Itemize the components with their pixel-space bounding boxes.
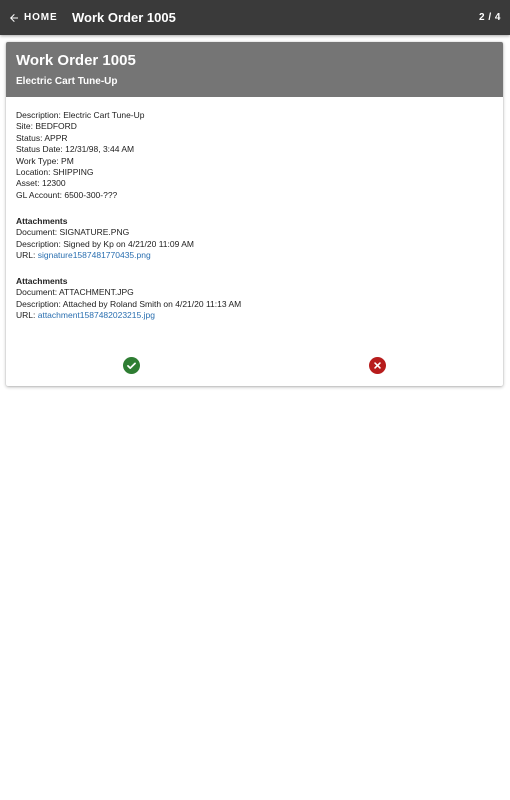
- detail-location: Location: SHIPPING: [16, 167, 94, 178]
- work-order-card: [6, 42, 503, 386]
- attachment-section: [16, 276, 493, 322]
- attachment-description: Description: Attached by Roland Smith on 4/21/20 11:13 AM: [16, 298, 242, 309]
- page-title: Work Order 1005: [72, 10, 176, 25]
- detail-status: Status: APPR: [16, 132, 68, 143]
- approve-button[interactable]: [123, 357, 140, 374]
- check-icon: [123, 357, 140, 374]
- home-button[interactable]: [8, 0, 58, 35]
- pager-indicator: 2 / 4: [479, 12, 501, 23]
- attachments-heading: Attachments: [16, 275, 68, 286]
- app-bar: [0, 0, 510, 35]
- attachment-section: [16, 216, 493, 262]
- arrow-back-icon: [8, 12, 20, 24]
- attachment-url-link[interactable]: attachment1587482023215.jpg: [37, 310, 155, 321]
- detail-status-date: Status Date: 12/31/98, 3:44 AM: [16, 144, 135, 155]
- attachment-url-row: [16, 250, 493, 261]
- attachment-url-label: URL:: [16, 310, 38, 321]
- attachment-document: Document: ATTACHMENT.JPG: [16, 287, 134, 298]
- card-title: Work Order 1005: [16, 52, 136, 69]
- attachment-document: Document: SIGNATURE.PNG: [16, 227, 130, 238]
- card-actions: [6, 357, 503, 375]
- reject-button[interactable]: [369, 357, 386, 374]
- detail-site: Site: BEDFORD: [16, 121, 77, 132]
- close-icon: [369, 357, 386, 374]
- card-body: [16, 110, 493, 322]
- card-header: [6, 42, 503, 97]
- attachments-heading: Attachments: [16, 215, 68, 226]
- detail-description: Description: Electric Cart Tune-Up: [16, 110, 145, 120]
- attachment-description: Description: Signed by Kp on 4/21/20 11:09 AM: [16, 238, 194, 249]
- detail-gl-account: GL Account: 6500-300-???: [16, 189, 118, 200]
- card-subtitle: Electric Cart Tune-Up: [16, 76, 118, 87]
- attachment-url-label: URL:: [16, 249, 38, 260]
- home-label: HOME: [24, 12, 58, 23]
- attachment-url-link[interactable]: signature1587481770435.png: [37, 249, 151, 260]
- detail-work-type: Work Type: PM: [16, 155, 74, 166]
- attachment-url-row: [16, 310, 493, 321]
- detail-asset: Asset: 12300: [16, 178, 66, 189]
